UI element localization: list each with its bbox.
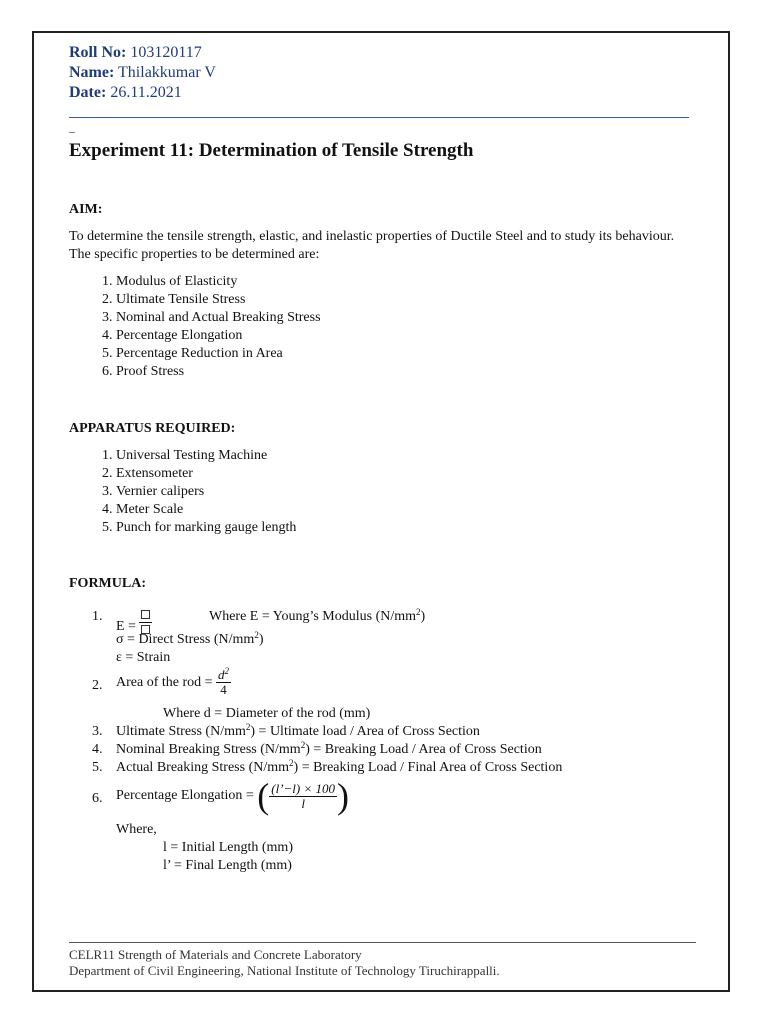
formula-text-end: ) = Ultimate load / Area of Cross Section (250, 724, 480, 739)
formula-1-epsilon: ε = Strain (116, 650, 171, 665)
page-footer (69, 947, 500, 979)
denominator: l (301, 795, 305, 811)
apparatus-list (69, 447, 296, 537)
date-label: Date: (69, 84, 107, 101)
list-item: 5. Punch for marking gauge length (116, 519, 296, 537)
formula-1-where (209, 608, 425, 626)
formula-number: 3. (92, 724, 103, 739)
formula-3 (116, 723, 480, 741)
superscript: 2 (289, 758, 294, 768)
denominator: 4 (220, 682, 227, 697)
list-item: 1. Modulus of Elasticity (116, 273, 321, 291)
where-text-end: ) (420, 609, 426, 624)
superscript: 2 (416, 607, 421, 617)
sigma-text: σ = Direct Stress (N/mm (116, 632, 255, 647)
right-paren-icon: ) (337, 776, 350, 816)
list-item: 2. Ultimate Tensile Stress (116, 291, 321, 309)
aim-list (69, 273, 321, 381)
list-item: 3. Nominal and Actual Breaking Stress (116, 309, 321, 327)
superscript: 2 (224, 666, 230, 676)
where-text: Where E = Young’s Modulus (N/mm (209, 609, 417, 624)
formula-2-lhs: Area of the rod = (116, 674, 213, 690)
formula-number: 4. (92, 742, 103, 757)
list-item: 5. Percentage Reduction in Area (116, 345, 321, 363)
sigma-text-end: ) (258, 632, 264, 647)
formula-6-l-def: l = Initial Length (mm) (163, 840, 293, 855)
name-label: Name: (69, 64, 115, 81)
header-dash: _ (69, 120, 75, 134)
superscript: 2 (245, 722, 251, 732)
formula-text: Actual Breaking Stress (N/mm (116, 760, 290, 775)
formula-6 (116, 778, 349, 814)
date-value: 26.11.2021 (110, 84, 182, 101)
aim-text: To determine the tensile strength, elastic, and inelastic properties of Ductile Steel and to study its behaviour. The specific properties to be determined are: (69, 229, 675, 262)
formula-number: 1. (92, 609, 103, 624)
formula-6-fraction (269, 782, 337, 811)
superscript: 2 (254, 630, 259, 640)
page-title: Experiment 11: Determination of Tensile Strength (69, 140, 474, 161)
formula-6-where-label: Where, (116, 822, 157, 837)
header-divider (69, 117, 689, 118)
left-paren-icon: ( (257, 776, 270, 816)
footer-line-2: Department of Civil Engineering, National Institute of Technology Tiruchirappalli. (69, 963, 500, 978)
list-item: 3. Vernier calipers (116, 483, 296, 501)
formula-text: Nominal Breaking Stress (N/mm (116, 742, 301, 757)
formula-5 (116, 759, 562, 777)
list-item: 4. Meter Scale (116, 501, 296, 519)
numerator: d (218, 667, 225, 682)
footer-divider (69, 942, 696, 943)
formula-text-end: ) = Breaking Load / Final Area of Cross Section (293, 760, 563, 775)
list-item: 6. Proof Stress (116, 363, 321, 381)
formula-2-fraction (216, 668, 231, 697)
list-item: 2. Extensometer (116, 465, 296, 483)
roll-value: 103120117 (130, 44, 202, 61)
footer-line-1: CELR11 Strength of Materials and Concrete Laboratory (69, 947, 362, 962)
formula-text: Ultimate Stress (N/mm (116, 724, 246, 739)
roll-line (69, 43, 216, 63)
superscript: 2 (300, 740, 306, 750)
formula-6-lp-def: l’ = Final Length (mm) (163, 858, 292, 873)
formula-2 (116, 668, 231, 697)
formula-4 (116, 741, 542, 759)
formula-number: 2. (92, 678, 103, 693)
formula-1-lhs: E = (116, 619, 136, 634)
formula-number: 5. (92, 760, 103, 775)
roll-label: Roll No: (69, 44, 127, 61)
formula-heading: FORMULA: (69, 576, 146, 591)
formula-text-end: ) = Breaking Load / Area of Cross Section (305, 742, 542, 757)
formula-2-where: Where d = Diameter of the rod (mm) (163, 706, 371, 721)
date-line (69, 83, 216, 103)
name-value: Thilakkumar V (118, 64, 216, 81)
student-header (69, 43, 216, 103)
list-item: 4. Percentage Elongation (116, 327, 321, 345)
apparatus-heading: APPARATUS REQUIRED: (69, 421, 236, 436)
list-item: 1. Universal Testing Machine (116, 447, 296, 465)
formula-number: 6. (92, 791, 103, 806)
aim-heading: AIM: (69, 202, 103, 217)
formula-6-lhs: Percentage Elongation = (116, 788, 254, 803)
numerator: (l’−l) × 100 (271, 780, 336, 796)
formula-1-sigma (116, 631, 263, 649)
name-line (69, 63, 216, 83)
missing-glyph-icon (141, 610, 150, 619)
